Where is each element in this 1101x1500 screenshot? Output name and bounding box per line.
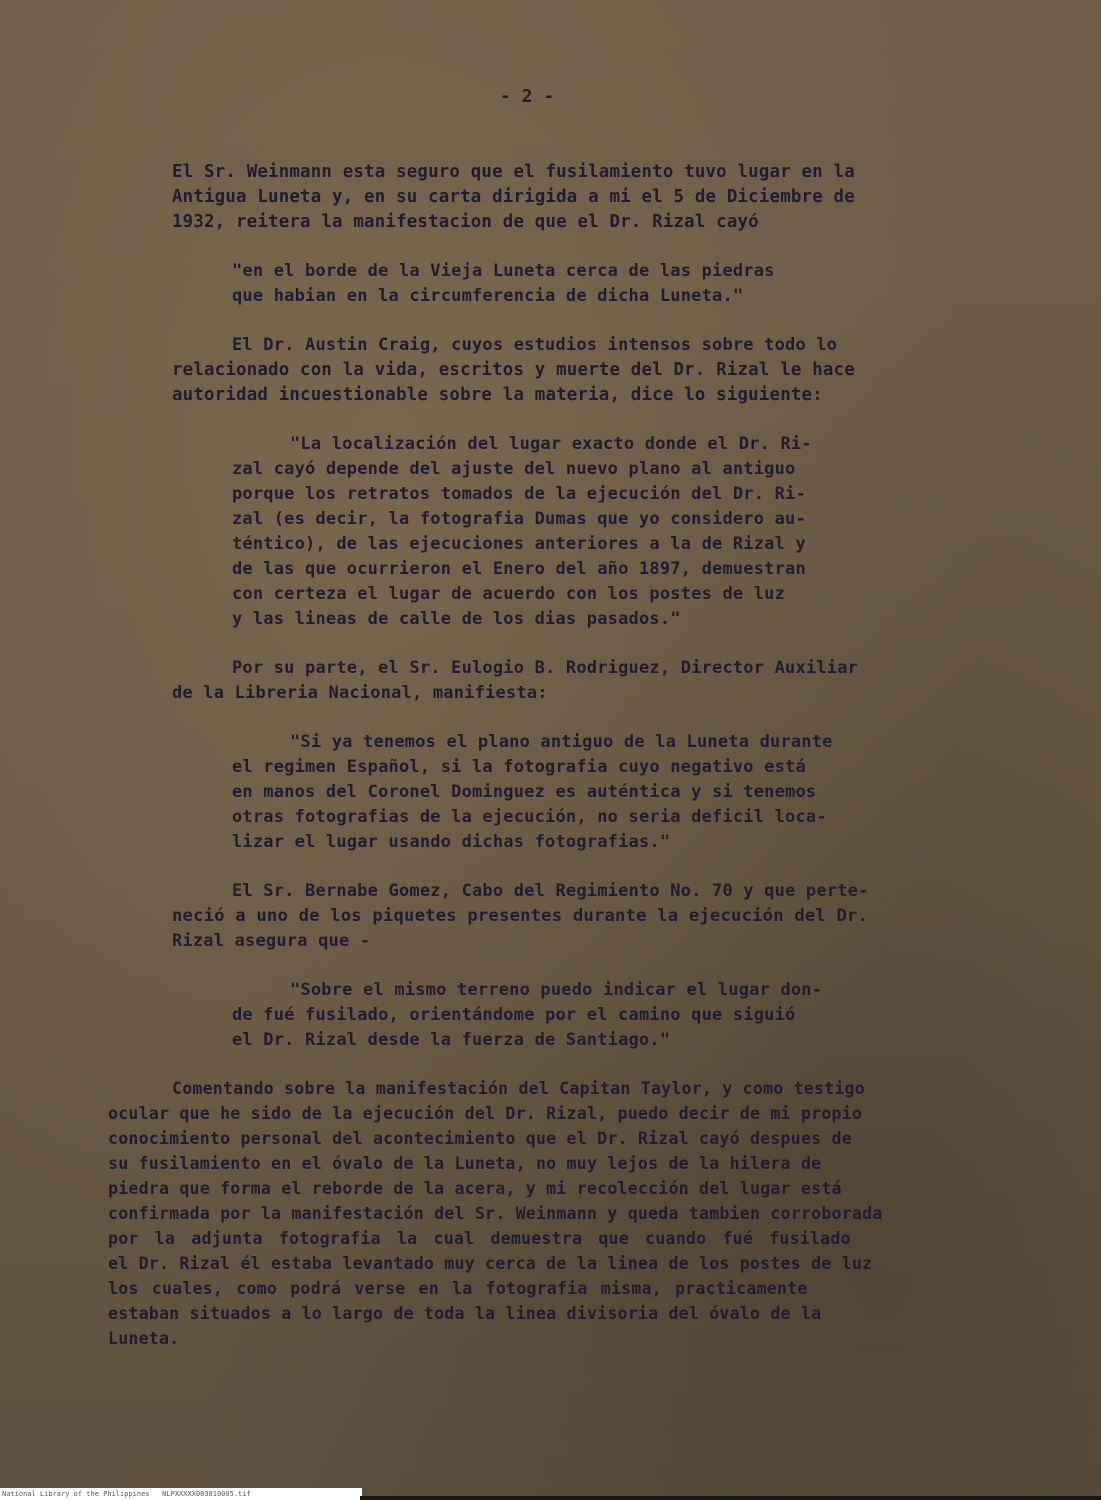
quote-line: "Si ya tenemos el plano antiguo de la Luneta durante <box>290 732 833 752</box>
text-line: por la adjunta fotografia la cual demuestra que cuando fué fusilado <box>108 1229 851 1248</box>
quote-line: zal (es decir, la fotografia Dumas que yo considero au- <box>232 509 806 529</box>
text-line: piedra que forma el reborde de la acera, y mi recolección del lugar está <box>108 1179 842 1198</box>
text-line: Luneta. <box>108 1329 180 1348</box>
text-line: El Dr. Austin Craig, cuyos estudios intensos sobre todo lo <box>232 335 838 355</box>
text-line: neció a uno de los piquetes presentes durante la ejecución del Dr. <box>172 906 869 926</box>
text-line: Antigua Luneta y, en su carta dirigida a mi el 5 de Diciembre de <box>172 187 855 207</box>
quote-line: que habian en la circumferencia de dicha Luneta." <box>232 286 744 306</box>
footer-institution: National Library of the Philippines <box>2 1490 150 1498</box>
text-line: relacionado con la vida, escritos y muerte del Dr. Rizal le hace <box>172 360 855 380</box>
quote-line: "en el borde de la Vieja Luneta cerca de las piedras <box>232 261 775 281</box>
text-line: El Sr. Bernabe Gomez, Cabo del Regimiento No. 70 y que perte- <box>232 881 869 901</box>
quote-line: de fué fusilado, orientándome por el camino que siguió <box>232 1005 796 1025</box>
text-line: ocular que he sido de la ejecución del Dr. Rizal, puedo decir de mi propio <box>108 1104 863 1123</box>
text-line: Rizal asegura que - <box>172 931 371 951</box>
quote-line: "Sobre el mismo terreno puedo indicar el lugar don- <box>290 980 823 1000</box>
quote-line: el regimen Español, si la fotografia cuyo negativo está <box>232 757 806 777</box>
text-line: conocimiento personal del acontecimiento que el Dr. Rizal cayó despues de <box>108 1129 852 1148</box>
text-line: los cuales, como podrá verse en la fotografia misma, practicamente <box>108 1279 808 1298</box>
footer-file-id: NLPXXXXX003810005.tif <box>162 1490 251 1498</box>
text-line: 1932, reitera la manifestacion de que el Dr. Rizal cayó <box>172 212 759 232</box>
text-line: el Dr. Rizal él estaba levantado muy cerca de la linea de los postes de luz <box>108 1254 873 1273</box>
quote-line: porque los retratos tomados de la ejecución del Dr. Ri- <box>232 484 806 504</box>
text-line: de la Libreria Nacional, manifiesta: <box>172 683 548 703</box>
scan-footer <box>0 1488 362 1500</box>
quote-line: en manos del Coronel Dominguez es auténtica y si tenemos <box>232 782 817 802</box>
text-line: autoridad incuestionable sobre la materia, dice lo siguiente: <box>172 385 823 405</box>
quote-line: el Dr. Rizal desde la fuerza de Santiago." <box>232 1030 671 1050</box>
text-line: El Sr. Weinmann esta seguro que el fusilamiento tuvo lugar en la <box>172 162 855 182</box>
quote-line: "La localización del lugar exacto donde el Dr. Ri- <box>290 434 812 454</box>
quote-line: con certeza el lugar de acuerdo con los postes de luz <box>232 584 786 604</box>
quote-line: otras fotografias de la ejecución, no seria deficil loca- <box>232 807 827 827</box>
quote-line: zal cayó depende del ajuste del nuevo plano al antiguo <box>232 459 796 479</box>
quote-line: lizar el lugar usando dichas fotografias." <box>232 832 671 852</box>
text-line: confirmada por la manifestación del Sr. Weinmann y queda tambien corroborada <box>108 1204 883 1223</box>
text-line: Comentando sobre la manifestación del Capitan Taylor, y como testigo <box>172 1079 865 1098</box>
quote-line: téntico), de las ejecuciones anteriores a la de Rizal y <box>232 534 806 554</box>
text-line: su fusilamiento en el óvalo de la Luneta, no muy lejos de la hilera de <box>108 1154 822 1173</box>
quote-line: y las lineas de calle de los dias pasados." <box>232 609 681 629</box>
text-line: Por su parte, el Sr. Eulogio B. Rodriguez, Director Auxiliar <box>232 658 859 678</box>
text-line: estaban situados a lo largo de toda la linea divisoria del óvalo de la <box>108 1304 822 1323</box>
page-number: - 2 - <box>500 86 555 107</box>
scan-edge-bar <box>360 1496 1101 1500</box>
quote-line: de las que ocurrieron el Enero del año 1897, demuestran <box>232 559 806 579</box>
